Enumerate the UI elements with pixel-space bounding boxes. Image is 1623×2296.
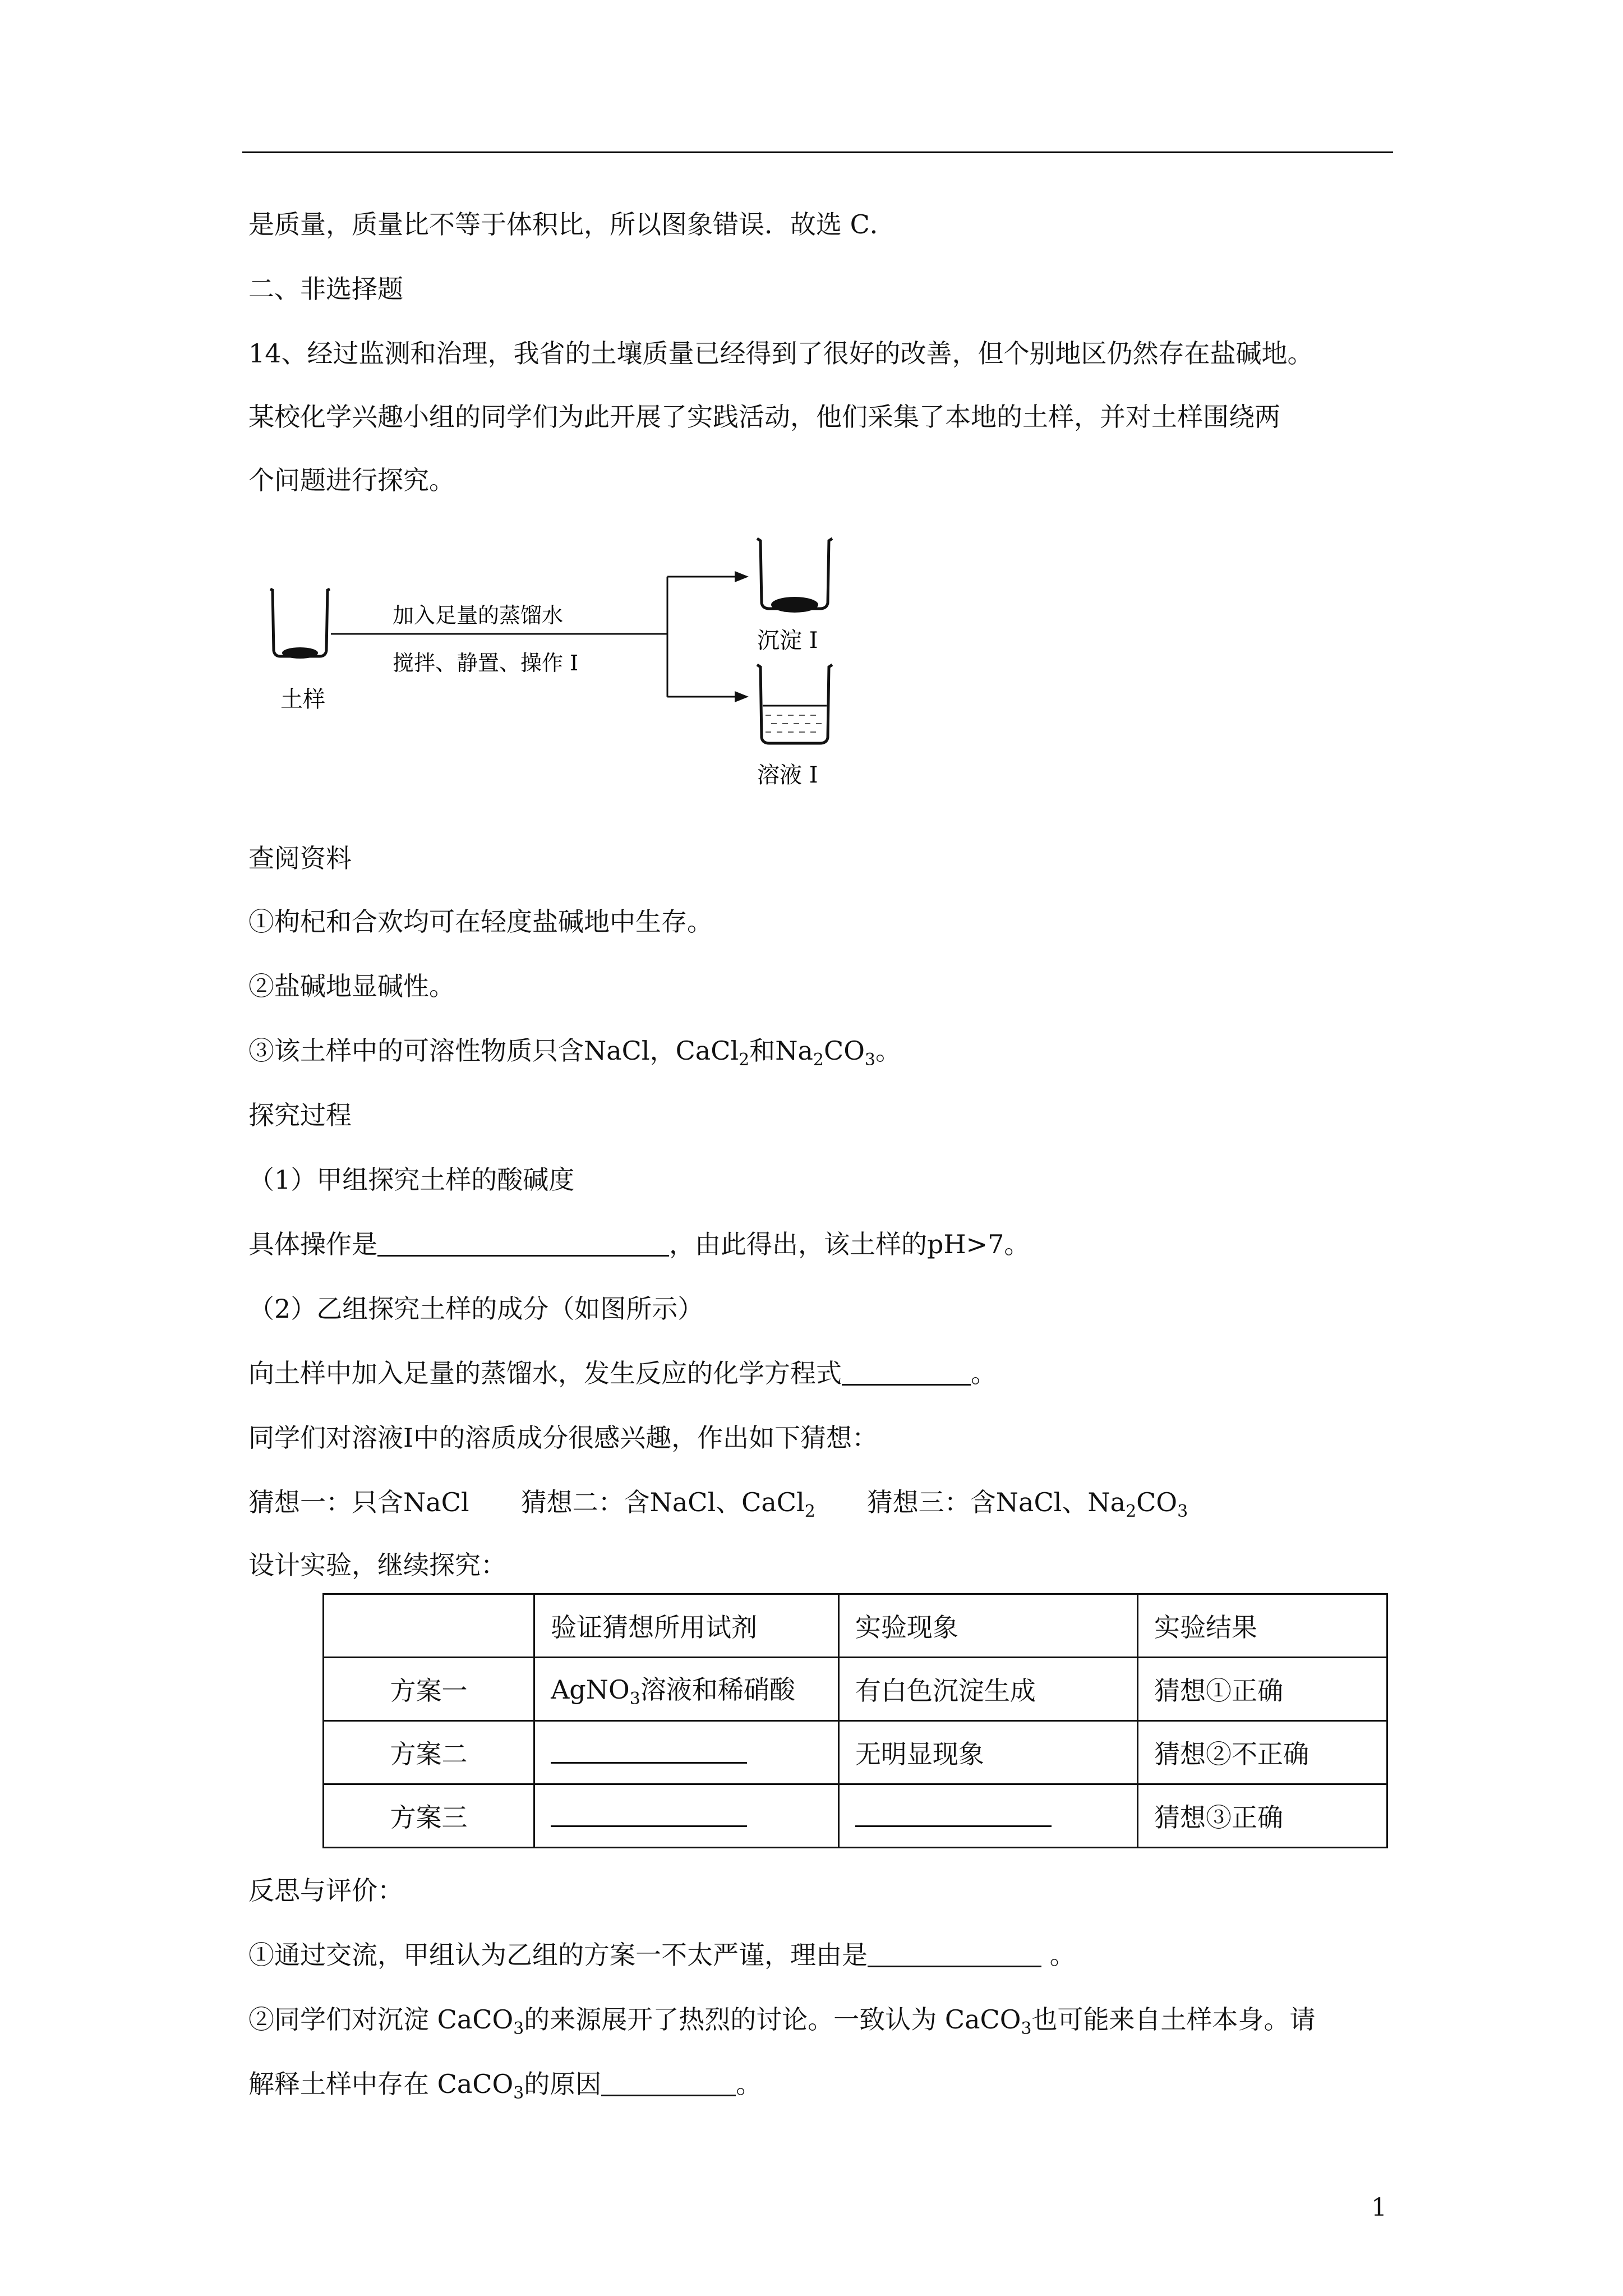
text-line: 解释土样中存在 CaCO$_3$的原因 。 [248, 2069, 762, 2103]
answer-blank[interactable] [855, 1803, 1052, 1827]
table-row [324, 1784, 1387, 1848]
table-cell: 方案一 [324, 1658, 534, 1721]
arrowhead-icon [735, 571, 749, 582]
beaker-soil [270, 589, 330, 659]
text-line: ②同学们对沉淀 CaCO$_3$的来源展开了热烈的讨论。一致认为 CaCO$_3$也可能来自土样本身。请 [248, 2004, 1316, 2039]
text-line: ②盐碱地显碱性。 [248, 971, 455, 1001]
label-solution: 溶液 I [757, 762, 818, 788]
table-cell: AgNO$_3$溶液和稀硝酸 [534, 1658, 839, 1721]
answer-blank[interactable] [868, 1940, 1041, 1967]
table-row [324, 1658, 1387, 1721]
section-heading: 二、非选择题 [248, 274, 403, 304]
answer-blank[interactable] [551, 1803, 747, 1827]
text-line: 某校化学兴趣小组的同学们为此开展了实践活动，他们采集了本地的土样，并对土样围绕两 [248, 402, 1280, 432]
experiment-table [322, 1593, 1388, 1848]
experiment-diagram [258, 527, 920, 819]
table-cell: 方案三 [324, 1784, 534, 1848]
table-cell: 猜想③正确 [1138, 1784, 1387, 1848]
page-number: 1 [1371, 2193, 1387, 2222]
label-operation: 搅拌、静置、操作 I [393, 651, 579, 675]
table-header-row [324, 1594, 1387, 1658]
text-line: ③该土样中的可溶性物质只含NaCl，CaCl$_2$和$Na_2CO_3$。 [248, 1036, 902, 1070]
header-rule [242, 151, 1393, 153]
arrowhead-icon [735, 691, 749, 702]
answer-blank[interactable] [377, 1229, 669, 1257]
text-line: （1）甲组探究土样的酸碱度 [248, 1165, 575, 1195]
text-line: （2）乙组探究土样的成分（如图所示） [248, 1294, 704, 1324]
text-line: 向土样中加入足量的蒸馏水，发生反应的化学方程式 。 [248, 1358, 997, 1388]
table-header-cell: 验证猜想所用试剂 [534, 1594, 839, 1658]
answer-blank[interactable] [601, 2069, 736, 2096]
question-14: 14、经过监测和治理，我省的土壤质量已经得到了很好的改善，但个别地区仍然存在盐碱地。 [248, 338, 1313, 369]
label-add-water: 加入足量的蒸馏水 [393, 603, 564, 628]
text-line: 个问题进行探究。 [248, 465, 455, 495]
answer-blank[interactable] [551, 1740, 747, 1764]
beaker-solution [757, 665, 832, 743]
table-header-cell: 实验结果 [1138, 1594, 1387, 1658]
text-line: 同学们对溶液I中的溶质成分很感兴趣，作出如下猜想： [248, 1423, 878, 1453]
label-precipitate: 沉淀 I [757, 628, 818, 654]
table-cell [838, 1784, 1137, 1848]
table-header-cell: 实验现象 [838, 1594, 1137, 1658]
text-line: 探究过程 [248, 1100, 352, 1130]
text-line: 具体操作是 ，由此得出，该土样的pH>7。 [248, 1229, 1030, 1259]
table-cell: 方案二 [324, 1721, 534, 1784]
table-cell [534, 1721, 839, 1784]
table-cell [324, 1594, 534, 1658]
text-line: 查阅资料 [248, 843, 352, 873]
table-cell [534, 1784, 839, 1848]
text-line: ①枸杞和合欢均可在轻度盐碱地中生存。 [248, 907, 713, 937]
answer-blank[interactable] [842, 1358, 971, 1386]
beaker-precipitate [757, 539, 832, 613]
table-row [324, 1721, 1387, 1784]
table-cell: 有白色沉淀生成 [838, 1658, 1137, 1721]
text-line: 猜想一：只含NaCl 猜想二：含NaCl、CaCl$_2$ 猜想三：含NaCl、$Na_2CO_3$ [248, 1487, 1188, 1521]
table-cell: 猜想①正确 [1138, 1658, 1387, 1721]
label-soil: 土样 [280, 687, 325, 712]
text-line: 是质量，质量比不等于体积比，所以图象错误．故选 C． [248, 209, 896, 240]
text-line: 反思与评价： [248, 1875, 403, 1906]
table-cell: 无明显现象 [838, 1721, 1137, 1784]
text-line: ①通过交流，甲组认为乙组的方案一不太严谨，理由是 。 [248, 1940, 1076, 1970]
text-line: 设计实验，继续探究： [248, 1550, 506, 1580]
table-cell: 猜想②不正确 [1138, 1721, 1387, 1784]
